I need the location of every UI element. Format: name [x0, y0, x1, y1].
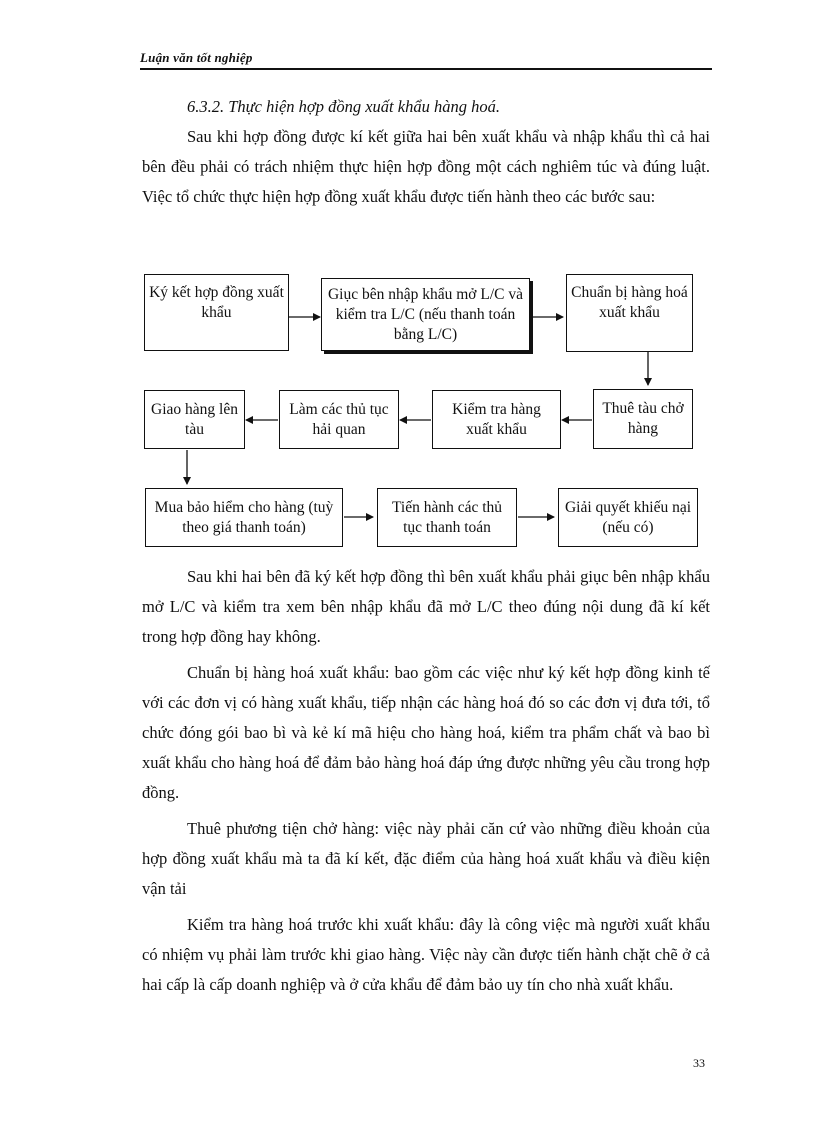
paragraph: Chuẩn bị hàng hoá xuất khẩu: bao gồm các việc như ký kết hợp đồng kinh tế với các đơn vị có hàng xuất khẩu, tiếp nhận các hàng hoá đó so các đơn vị đưa tới, tổ chức đóng gói bao bì và kẻ kí mã hiệu cho hàng hoá, kiểm tra phẩm chất và bao bì xuất khẩu cho hàng hoá để đảm bảo hàng hoá đáp ứng được những yêu cầu trong hợp đồng. — [142, 663, 710, 802]
step-request-lc — [321, 278, 530, 351]
section-body — [142, 92, 710, 212]
paragraph: Kiểm tra hàng hoá trước khi xuất khẩu: đây là công việc mà người xuất khẩu có nhiệm vụ phải làm trước khi giao hàng. Việc này cần được tiến hành chặt chẽ ở cả hai cấp là cấp doanh nghiệp và ở cửa khẩu để đảm bảo uy tín cho nhà xuất khẩu. — [142, 915, 710, 994]
step-customs — [279, 390, 399, 449]
step-sign-contract-label: Ký kết hợp đồng xuất khẩu — [149, 284, 284, 321]
header-rule — [140, 68, 712, 70]
step-inspect-goods-label: Kiểm tra hàng xuất khẩu — [452, 400, 541, 438]
step-claims — [558, 488, 698, 547]
intro-paragraph: Sau khi hợp đồng được kí kết giữa hai bên xuất khẩu và nhập khẩu thì cả hai bên đều phải có trách nhiệm thực hiện hợp đồng một cách nghiêm túc và đúng luật. Việc tổ chức thực hiện hợp đồng xuất khẩu được tiến hành theo các bước sau: — [142, 127, 710, 206]
step-load-goods-label: Giao hàng lên tàu — [151, 400, 238, 438]
step-request-lc-label: Giục bên nhập khẩu mở L/C và kiểm tra L/C (nếu thanh toán bằng L/C) — [327, 285, 523, 343]
step-insurance — [145, 488, 343, 547]
step-prepare-goods-label: Chuẩn bị hàng hoá xuất khẩu — [571, 284, 688, 321]
step-inspect-goods — [432, 390, 561, 449]
section-title: 6.3.2. Thực hiện hợp đồng xuất khẩu hàng hoá. — [187, 97, 500, 116]
step-payment — [377, 488, 517, 547]
paragraph: Sau khi hai bên đã ký kết hợp đồng thì bên xuất khẩu phải giục bên nhập khẩu mở L/C và kiểm tra xem bên nhập khẩu đã mở L/C theo đúng nội dung đã kí kết trong hợp đồng hay không. — [142, 567, 710, 646]
body-text — [142, 562, 710, 1006]
step-prepare-goods — [566, 274, 693, 352]
step-charter-ship-label: Thuê tàu chở hàng — [602, 400, 684, 437]
step-claims-label: Giải quyết khiếu nại (nếu có) — [564, 498, 692, 536]
paragraph: Thuê phương tiện chở hàng: việc này phải căn cứ vào những điều khoản của hợp đồng xuất khẩu mà ta đã kí kết, đặc điểm của hàng hoá xuất khẩu và điều kiện vận tải — [142, 819, 710, 898]
step-load-goods — [144, 390, 245, 449]
running-header: Luận văn tốt nghiệp — [140, 50, 253, 65]
step-payment-label: Tiến hành các thủ tục thanh toán — [391, 498, 503, 536]
page-number: 33 — [693, 1056, 705, 1070]
step-charter-ship — [593, 389, 693, 449]
step-insurance-label: Mua bảo hiểm cho hàng (tuỳ theo giá thanh toán) — [154, 498, 334, 536]
step-sign-contract — [144, 274, 289, 351]
step-customs-label: Làm các thủ tục hải quan — [289, 400, 389, 438]
